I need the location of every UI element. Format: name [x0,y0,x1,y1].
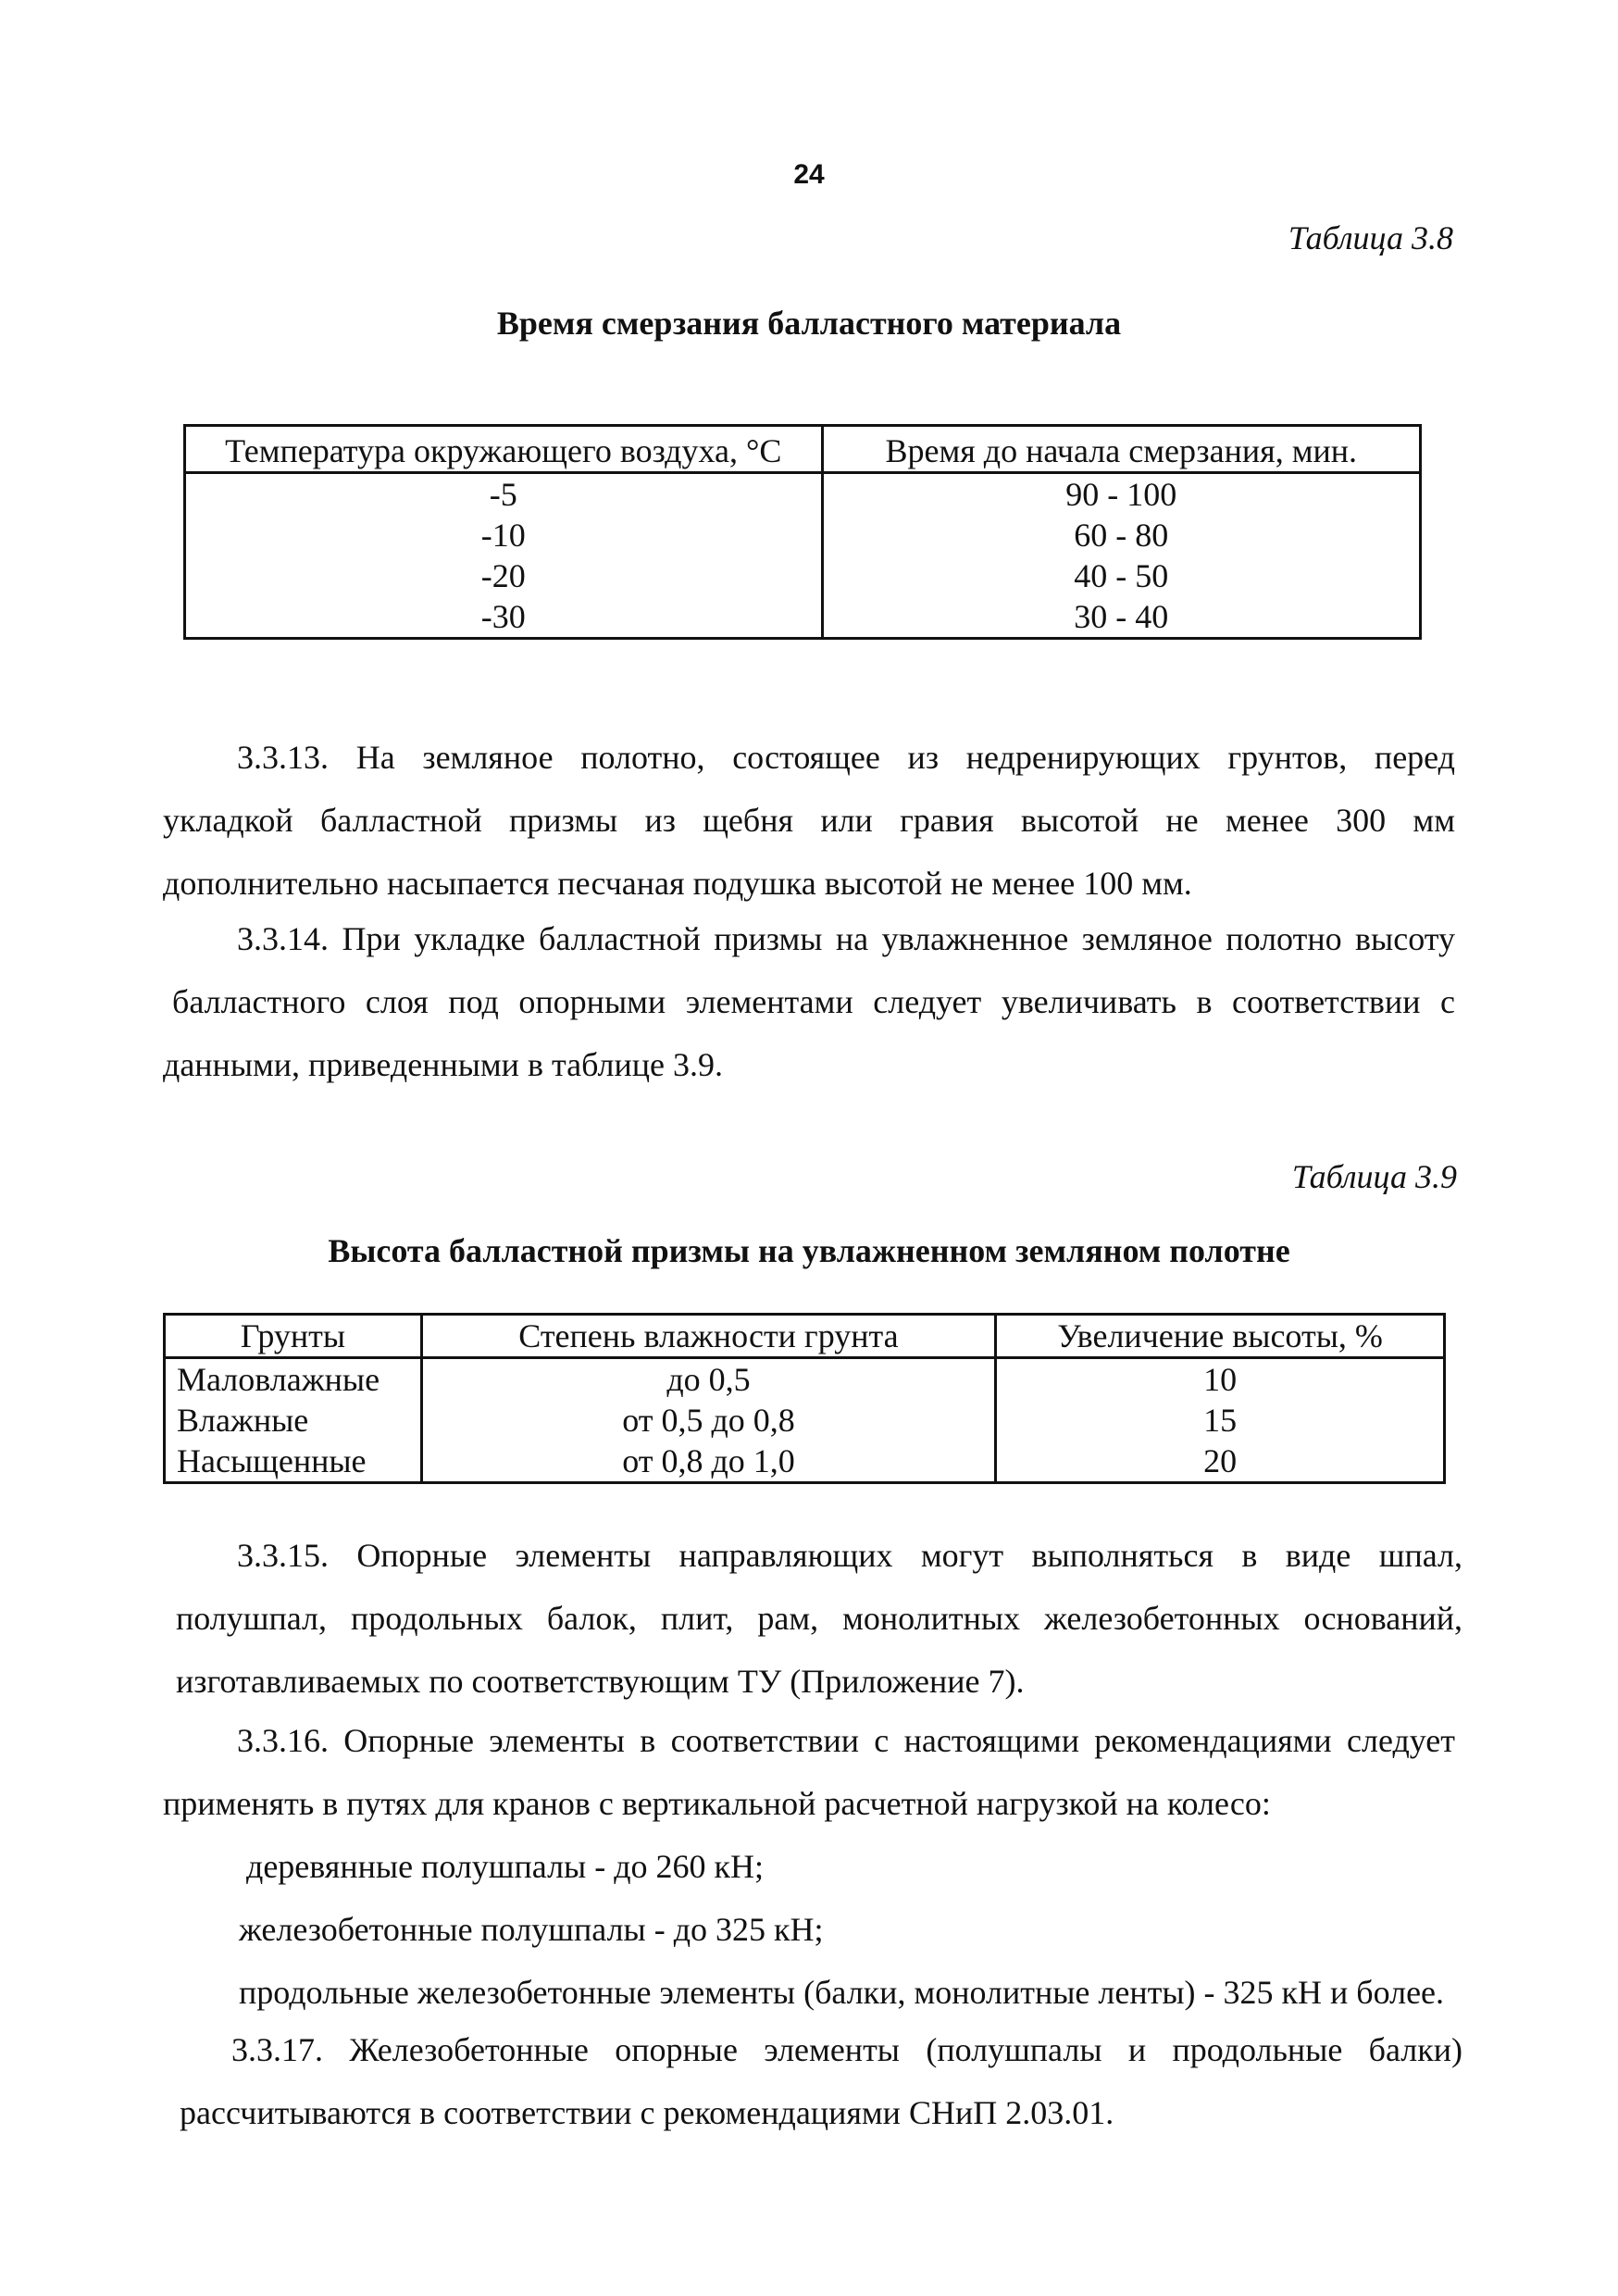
paragraph-3-3-14 [163,907,1455,1096]
paragraph-line: 3.3.15. Опорные элементы направляющих могут выполняться в виде шпал, [237,1537,1462,1574]
paragraph-line: изготавливаемых по соответствующим ТУ (Приложение 7). [176,1663,1025,1700]
table-row [165,1441,1445,1483]
list-item: деревянные полушпалы - до 260 кН; [246,1848,765,1885]
paragraph-line: данными, приведенными в таблице 3.9. [163,1046,723,1083]
table-3-8-header-temperature: Температура окружающего воздуха, °С [185,426,823,473]
table-3-8-label: Таблица 3.8 [1288,219,1453,256]
table-row [185,596,1421,639]
paragraph-3-3-15 [176,1524,1462,1713]
table-cell: 20 [996,1441,1445,1483]
paragraph-line: рассчитываются в соответствии с рекомендациями СНиП 2.03.01. [180,2094,1114,2131]
table-cell: Маловлажные [165,1358,422,1401]
table-row [185,473,1421,516]
table-cell: 40 - 50 [822,555,1421,596]
paragraph-3-3-16 [163,1709,1455,2024]
table-cell: от 0,5 до 0,8 [421,1400,995,1441]
table-3-9-title: Высота балластной призмы на увлажненном земляном полотне [328,1232,1290,1269]
table-cell: 60 - 80 [822,515,1421,555]
list-item: продольные железобетонные элементы (балки, монолитные ленты) - 325 кН и более. [239,1974,1445,2011]
table-3-9-header-soil: Грунты [165,1315,422,1358]
table-cell: -30 [185,596,823,639]
list-item: железобетонные полушпалы - до 325 кН; [239,1911,824,1948]
paragraph-line: 3.3.16. Опорные элементы в соответствии с настоящими рекомендациями следует [237,1722,1455,1759]
paragraph-line: дополнительно насыпается песчаная подушка высотой не менее 100 мм. [163,865,1192,902]
table-row [165,1358,1445,1401]
paragraph-line: полушпал, продольных балок, плит, рам, монолитных железобетонных оснований, [176,1600,1462,1637]
paragraph-line: укладкой балластной призмы из щебня или гравия высотой не менее 300 мм [163,802,1455,839]
table-cell: -5 [185,473,823,516]
table-cell: до 0,5 [421,1358,995,1401]
paragraph-line: 3.3.13. На земляное полотно, состоящее из недренирующих грунтов, перед [237,739,1455,776]
table-cell: 30 - 40 [822,596,1421,639]
table-3-9-header-moisture: Степень влажности грунта [421,1315,995,1358]
table-3-8-title: Время смерзания балластного материала [496,305,1122,342]
table-cell: 10 [996,1358,1445,1401]
table-3-8-header-time: Время до начала смерзания, мин. [822,426,1421,473]
paragraph-line: 3.3.14. При укладке балластной призмы на увлажненное земляное полотно высоту [237,920,1455,957]
table-cell: 15 [996,1400,1445,1441]
paragraph-line: балластного слоя под опорными элементами следует увеличивать в соответствии с [172,983,1455,1020]
table-row [185,515,1421,555]
table-cell: от 0,8 до 1,0 [421,1441,995,1483]
table-3-8 [183,424,1422,640]
table-3-9 [163,1313,1446,1484]
table-3-9-label: Таблица 3.9 [1291,1158,1457,1195]
table-cell: -10 [185,515,823,555]
table-row [185,555,1421,596]
page-number: 24 [793,159,825,190]
paragraph-line: применять в путях для кранов с вертикальной расчетной нагрузкой на колесо: [163,1785,1271,1822]
paragraph-line: 3.3.17. Железобетонные опорные элементы (полушпалы и продольные балки) [231,2031,1462,2068]
table-cell: Влажные [165,1400,422,1441]
table-3-9-header-height-increase: Увеличение высоты, % [996,1315,1445,1358]
paragraph-3-3-13 [163,726,1455,915]
table-row [165,1400,1445,1441]
table-cell: Насыщенные [165,1441,422,1483]
paragraph-3-3-17 [180,2018,1462,2144]
table-cell: -20 [185,555,823,596]
table-cell: 90 - 100 [822,473,1421,516]
